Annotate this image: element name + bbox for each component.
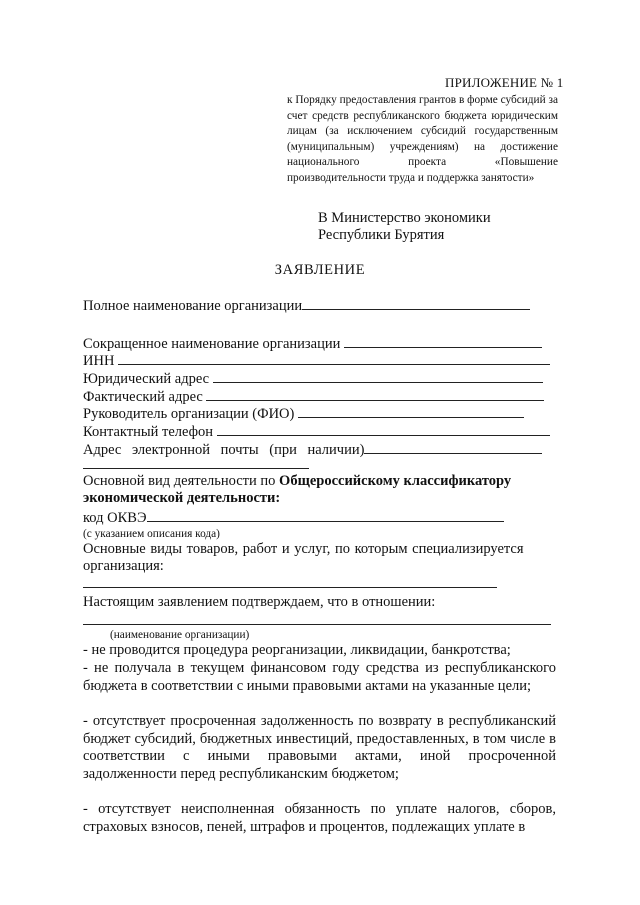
appendix-text: к Порядку предоставления грантов в форме субсидий за счет средств республиканского бюджета юридическим лицам (за исключением субсидий государственным (муниципальным) учреждениям) на достижение национального проекта «Повышение производительности труда и поддержка занятости» <box>287 94 558 184</box>
inn-blank[interactable] <box>118 351 550 365</box>
okved-blank[interactable] <box>147 508 504 522</box>
legal-address-field[interactable] <box>83 369 543 388</box>
head-label: Руководитель организации (ФИО) <box>83 406 295 422</box>
goods-line-2: организация: <box>83 558 164 574</box>
email-blank[interactable] <box>364 440 542 454</box>
short-name-blank[interactable] <box>344 334 542 348</box>
phone-field[interactable] <box>83 422 550 441</box>
addressee <box>318 210 491 244</box>
goods-blank-line[interactable] <box>83 587 497 588</box>
condition-item-2: - не получала в текущем финансовом году средства из республиканского бюджета в соответствии с иными правовыми актами на указанные цели; <box>83 660 556 694</box>
legal-address-label: Юридический адрес <box>83 371 210 387</box>
main-activity-bold-2: экономической деятельности: <box>83 490 281 506</box>
actual-address-label: Фактический адрес <box>83 389 203 405</box>
legal-address-blank[interactable] <box>213 369 543 383</box>
full-name-label: Полное наименование организации <box>83 298 303 314</box>
condition-item-4: - отсутствует неисполненная обязанность по уплате налогов, сборов, страховых взносов, пеней, штрафов и процентов, подлежащих уплате в <box>83 801 556 835</box>
organization-note: (наименование организации) <box>110 629 250 641</box>
goods-line-1: Основные виды товаров, работ и услуг, по которым специализируется <box>83 541 524 557</box>
addressee-line-1: В Министерство экономики <box>318 210 491 226</box>
condition-item-1: - не проводится процедура реорганизации, ликвидации, банкротства; <box>83 642 511 658</box>
okved-field[interactable] <box>83 508 504 527</box>
condition-item-3: - отсутствует просроченная задолженность по возврату в республиканский бюджет субсидий, бюджетных инвестиций, предоставленных, в том числе в соответствии с иными правовыми актами, иной просроченной задолженности перед республиканским бюджетом; <box>83 713 556 782</box>
organization-blank-line[interactable] <box>83 624 551 625</box>
email-continuation-line[interactable] <box>83 468 309 469</box>
phone-blank[interactable] <box>217 422 550 436</box>
main-activity-prefix: Основной вид деятельности по <box>83 473 280 489</box>
actual-address-blank[interactable] <box>206 387 544 401</box>
short-name-label: Сокращенное наименование организации <box>83 336 341 352</box>
okved-label: код ОКВЭ <box>83 510 147 526</box>
inn-field[interactable] <box>83 351 550 370</box>
email-label: Адрес электронной почты (при наличии) <box>83 442 365 458</box>
appendix-title: ПРИЛОЖЕНИЕ № 1 <box>445 75 564 90</box>
main-activity-line-1 <box>83 473 511 490</box>
email-field[interactable] <box>83 440 542 459</box>
phone-label: Контактный телефон <box>83 424 214 440</box>
document-title: ЗАЯВЛЕНИЕ <box>274 262 366 278</box>
inn-label: ИНН <box>83 353 115 369</box>
full-name-blank[interactable] <box>302 296 530 310</box>
addressee-line-2: Республики Бурятия <box>318 227 445 243</box>
main-activity-line-2 <box>83 490 280 507</box>
head-blank[interactable] <box>298 404 524 418</box>
full-name-field[interactable] <box>83 296 530 315</box>
okved-note: (с указанием описания кода) <box>83 528 220 540</box>
head-field[interactable] <box>83 404 524 423</box>
confirm-intro: Настоящим заявлением подтверждаем, что в отношении: <box>83 594 436 610</box>
main-activity-bold-1: Общероссийскому классификатору <box>279 473 512 489</box>
